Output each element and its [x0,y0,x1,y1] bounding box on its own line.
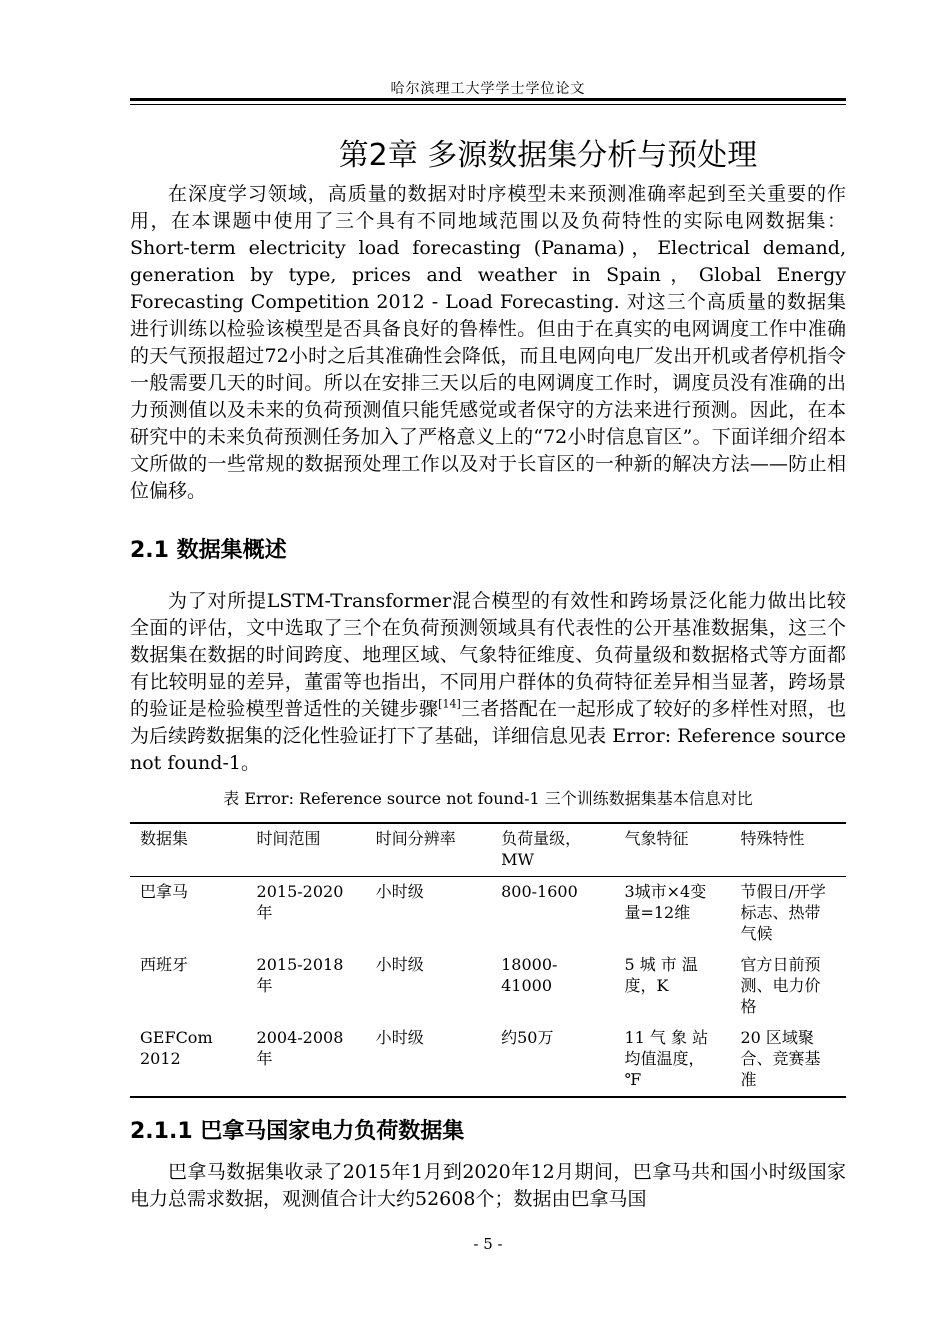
page-number: - 5 - [473,1235,503,1253]
table-row [130,1023,846,1097]
table-header-cell: 数据集 [140,829,189,848]
paragraph-text: 为了对所提LSTM-Transformer混合模型的有效性和跨场景泛化能力做出比较全面的评估，文中选取了三个在负荷预测领域具有代表性的公开基准数据集，这三个数据集在数据的时间跨度、地理区域、气象特征维度、负荷量级和数据格式等方面都有比较明显的差异，董雷等也指出，不同用户群体的负荷特征差异相当显著，跨场景的验证是检验模型普适性的关键步骤 [130,590,846,720]
header-rule-thick [130,98,846,101]
running-header: 哈尔滨理工大学学士学位论文 [390,81,586,97]
citation-superscript[interactable]: [14] [438,697,461,711]
chapter-title: 第2章 多源数据集分析与预处理 [338,138,758,173]
table-header-cell: 负荷量级，MW [501,829,582,869]
table-row [130,950,846,1023]
panama-dataset-paragraph: 巴拿马数据集收录了2015年1月到2020年12月期间，巴拿马共和国小时级国家电力总需求数据，观测值合计大约52608个；数据由巴拿马国 [130,1161,846,1210]
table-cell: 巴拿马 [140,882,189,901]
table-cell: 小时级 [375,882,424,901]
table-caption: 表 Error: Reference source not found-1 三个训练数据集基本信息对比 [223,789,753,808]
section-heading-2-1-1: 2.1.1 巴拿马国家电力负荷数据集 [130,1119,465,1144]
paragraph-text: 三者搭配在一起形成了较好的多样性对照，也为后续跨数据集的泛化性验证打下了基础，详细信息见表 Error: Reference source not found-1。 [130,698,846,774]
table-cell: 小时级 [375,955,424,974]
table-header-cell: 气象特征 [624,829,689,848]
table-cell: 800-1600 [501,882,578,901]
table-cell: 小时级 [375,1028,424,1047]
table-cell: 官方日前预测、电力价格 [740,955,821,1016]
table-header-cell: 时间分辨率 [375,829,456,848]
table-row [130,877,846,951]
table-cell: 2004-2008年 [256,1028,344,1068]
table-cell: 节假日/开学标志、热带气候 [740,882,826,943]
table-cell: 20 区域聚合、竞赛基准 [740,1028,821,1089]
table-header-cell: 特殊特性 [740,829,805,848]
dataset-overview-paragraph [130,588,846,777]
table-cell: 3城市×4变量=12维 [624,882,707,922]
section-heading-2-1: 2.1 数据集概述 [130,538,287,563]
header-rule-thin [130,104,846,105]
table-cell: 11 气 象 站 均值温度，℉ [624,1028,709,1089]
table-cell: 2015-2018年 [256,955,344,995]
table-cell: 约50万 [501,1028,554,1047]
table-cell: 2015-2020年 [256,882,344,922]
table-cell: GEFCom 2012 [140,1028,213,1068]
table-cell: 西班牙 [140,955,189,974]
table-header-row [130,823,846,877]
table-cell: 18000-41000 [501,955,558,995]
dataset-comparison-table [130,822,846,1098]
table-header-cell: 时间范围 [256,829,321,848]
table-cell: 5 城 市 温 度，K [624,955,698,995]
intro-paragraph: 在深度学习领域，高质量的数据对时序模型未来预测准确率起到至关重要的作用，在本课题中使用了三个具有不同地域范围以及负荷特性的实际电网数据集：Short-term electricity load forecasting (Panama)，Electrical demand, generation by type, prices and weather in Spain，Global Energy Forecasting Competition 2012 - Load Forecasting. 对这三个高质量的数据集进行训练以检验该模型是否具备良好的鲁棒性。但由于在真实的电网调度工作中准确的天气预报超过72小时之后其准确性会降低，而且电网向电厂发出开机或者停机指令一般需要几天的时间。所以在安排三天以后的电网调度工作时，调度员没有准确的出力预测值以及未来的负荷预测值只能凭感觉或者保守的方法来进行预测。因此，在本研究中的未来负荷预测任务加入了严格意义上的“72小时信息盲区”。下面详细介绍本文所做的一些常规的数据预处理工作以及对于长盲区的一种新的解决方法——防止相位偏移。 [130,183,846,502]
